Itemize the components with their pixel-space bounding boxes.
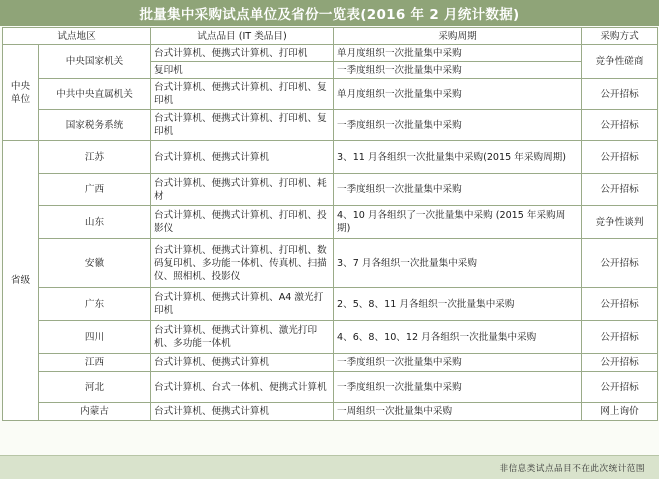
- row-method: 公开招标: [582, 141, 658, 174]
- row-period: 3、7 月各组织一次批量集中采购: [334, 239, 582, 288]
- footer-note-bar: [0, 455, 659, 479]
- procurement-table: [2, 27, 658, 421]
- row-method: 公开招标: [582, 354, 658, 372]
- row-items: 台式计算机、便携式计算机、打印机: [151, 45, 334, 62]
- table-row: [3, 45, 658, 62]
- row-method: 公开招标: [582, 288, 658, 321]
- row-name: 内蒙古: [39, 403, 151, 421]
- table-row: [3, 206, 658, 239]
- table-row: [3, 288, 658, 321]
- row-items: 台式计算机、便携式计算机、打印机、数码复印机、多功能一体机、传真机、扫描仪、照相机、投影仪: [151, 239, 334, 288]
- row-method: 公开招标: [582, 110, 658, 141]
- table-row: [3, 79, 658, 110]
- row-items: 台式计算机、便携式计算机: [151, 141, 334, 174]
- row-name: 广东: [39, 288, 151, 321]
- row-items: 台式计算机、便携式计算机、A4 激光打印机: [151, 288, 334, 321]
- table-header-row: [3, 28, 658, 45]
- row-period: 单月度组织一次批量集中采购: [334, 45, 582, 62]
- table-row: [3, 321, 658, 354]
- header-items: 试点品目 (IT 类品目): [151, 28, 334, 45]
- row-method: 公开招标: [582, 321, 658, 354]
- group-province: 省级: [3, 141, 39, 421]
- title-bar: [0, 0, 659, 26]
- header-region: 试点地区: [3, 28, 151, 45]
- row-period: 4、10 月各组织了一次批量集中采购 (2015 年采购周期): [334, 206, 582, 239]
- row-period: 一周组织一次批量集中采购: [334, 403, 582, 421]
- header-period: 采购周期: [334, 28, 582, 45]
- row-name: 广西: [39, 174, 151, 206]
- row-items: 台式计算机、便携式计算机、打印机、投影仪: [151, 206, 334, 239]
- row-period: 4、6、8、10、12 月各组织一次批量集中采购: [334, 321, 582, 354]
- page-title: 批量集中采购试点单位及省份一览表(2016 年 2 月统计数据): [139, 7, 520, 23]
- row-name: 国家税务系统: [39, 110, 151, 141]
- row-period: 一季度组织一次批量集中采购: [334, 372, 582, 403]
- row-items: 台式计算机、便携式计算机: [151, 403, 334, 421]
- row-period: 3、11 月各组织一次批量集中采购(2015 年采购周期): [334, 141, 582, 174]
- table-row: [3, 403, 658, 421]
- row-period: 一季度组织一次批量集中采购: [334, 62, 582, 79]
- row-items: 台式计算机、便携式计算机、打印机、复印机: [151, 110, 334, 141]
- row-name: 中共中央直属机关: [39, 79, 151, 110]
- table-row: [3, 110, 658, 141]
- row-name: 四川: [39, 321, 151, 354]
- row-method: 公开招标: [582, 174, 658, 206]
- row-name: 江西: [39, 354, 151, 372]
- footer-note: 非信息类试点品目不在此次统计范围: [499, 464, 645, 474]
- table-row: [3, 141, 658, 174]
- table-row: [3, 354, 658, 372]
- table-row: [3, 372, 658, 403]
- row-period: 一季度组织一次批量集中采购: [334, 354, 582, 372]
- group-central: [3, 45, 39, 141]
- row-method: 公开招标: [582, 79, 658, 110]
- row-method: 公开招标: [582, 372, 658, 403]
- row-items: 台式计算机、便携式计算机: [151, 354, 334, 372]
- header-method: 采购方式: [582, 28, 658, 45]
- row-period: 2、5、8、11 月各组织一次批量集中采购: [334, 288, 582, 321]
- row-period: 一季度组织一次批量集中采购: [334, 174, 582, 206]
- row-name: 江苏: [39, 141, 151, 174]
- row-name: 山东: [39, 206, 151, 239]
- row-name: 中央国家机关: [39, 45, 151, 79]
- row-name: 河北: [39, 372, 151, 403]
- row-method: 竞争性磋商: [582, 45, 658, 79]
- row-items: 复印机: [151, 62, 334, 79]
- group-central-label: 中央 单位: [10, 80, 31, 105]
- table-row: [3, 174, 658, 206]
- row-items: 台式计算机、便携式计算机、打印机、耗材: [151, 174, 334, 206]
- row-method: 网上询价: [582, 403, 658, 421]
- row-period: 单月度组织一次批量集中采购: [334, 79, 582, 110]
- row-method: 公开招标: [582, 239, 658, 288]
- table-row: [3, 239, 658, 288]
- row-period: 一季度组织一次批量集中采购: [334, 110, 582, 141]
- row-name: 安徽: [39, 239, 151, 288]
- row-method: 竞争性谈判: [582, 206, 658, 239]
- row-items: 台式计算机、台式一体机、便携式计算机: [151, 372, 334, 403]
- row-items: 台式计算机、便携式计算机、打印机、复印机: [151, 79, 334, 110]
- row-items: 台式计算机、便携式计算机、激光打印机、多功能一体机: [151, 321, 334, 354]
